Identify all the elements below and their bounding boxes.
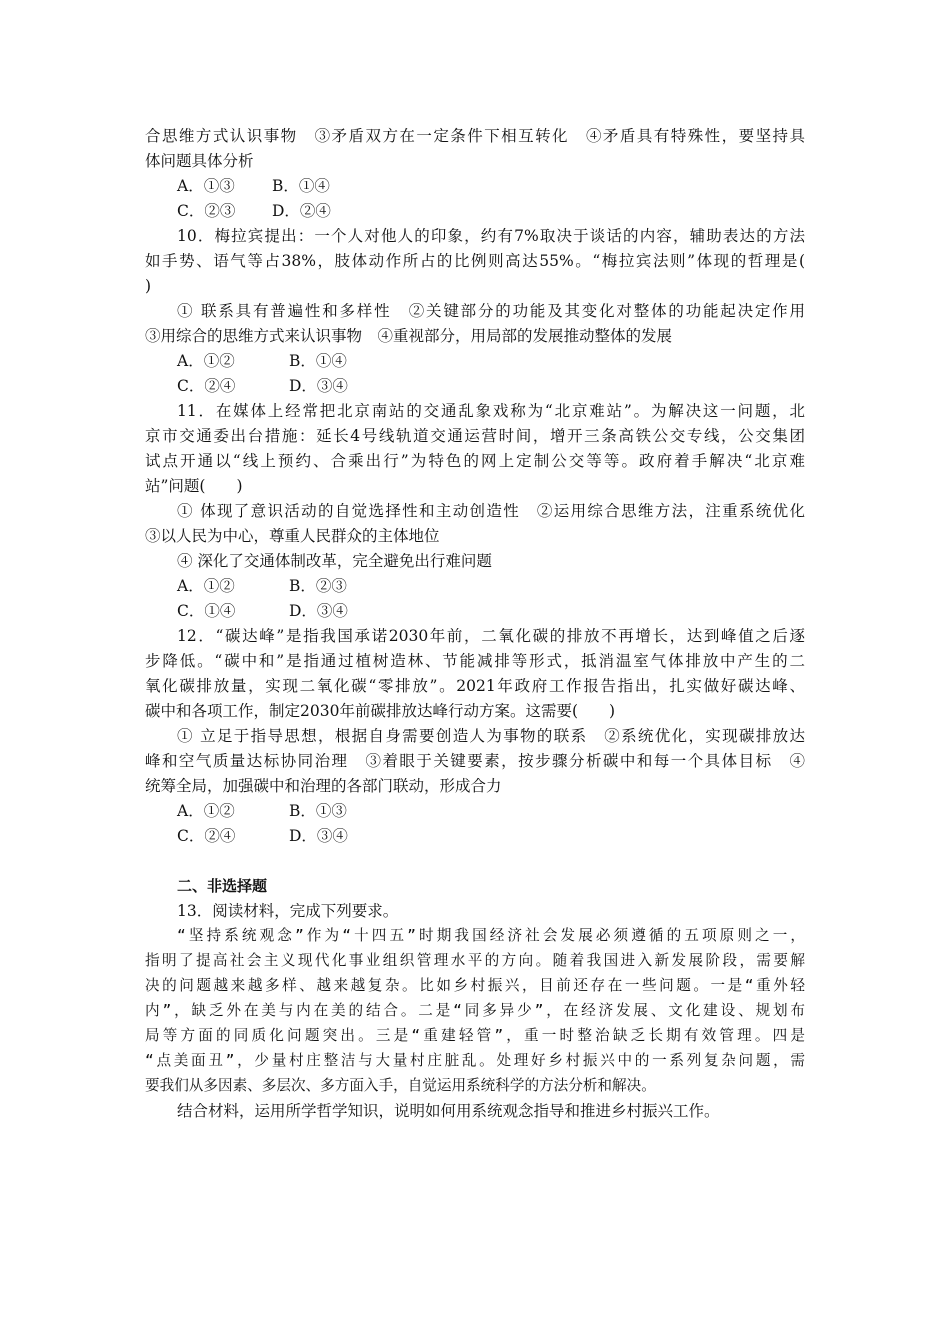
q12-option-b: B．①③: [289, 802, 347, 820]
q13-intro: 13．阅读材料，完成下列要求。: [177, 902, 399, 920]
q9-option-a: A．①③: [177, 177, 235, 195]
q9-options-row-2: [177, 201, 331, 221]
q12-line-2: 步降低。“碳中和”是指通过植树造林、节能减排等形式，抵消温室气体排放中产生的二: [145, 652, 805, 670]
q12-option-a: A．①②: [177, 802, 235, 820]
q12-choice-3: 统筹全局，加强碳中和治理的各部门联动，形成合力: [145, 777, 502, 795]
material-line-1: “坚持系统观念”作为“十四五”时期我国经济社会发展必须遵循的五项原则之一，: [177, 927, 805, 944]
q12-line-1: 12．“碳达峰”是指我国承诺2030年前，二氧化碳的排放不再增长，达到峰值之后逐: [177, 627, 805, 645]
material-line-2: 指明了提高社会主义现代化事业组织管理水平的方向。随着我国进入新发展阶段，需要解: [145, 952, 805, 969]
q10-line-3: ): [145, 277, 152, 295]
q11-option-c: C．①④: [177, 602, 236, 620]
material-line-6: “点美面丑”，少量村庄整洁与大量村庄脏乱。处理好乡村振兴中的一系列复杂问题，需: [145, 1052, 805, 1069]
q9-option-c: C．②③: [177, 202, 236, 220]
q11-choice-2: ③以人民为中心，尊重人民群众的主体地位: [145, 527, 440, 545]
q10-choice-1: ① 联系具有普遍性和多样性 ②关键部分的功能及其变化对整体的功能起决定作用: [177, 302, 805, 320]
material-line-3: 决的问题越来越多样、越来越复杂。比如乡村振兴，目前还存在一些问题。一是“重外轻: [145, 977, 805, 994]
q12-line-3: 氧化碳排放量，实现二氧化碳“零排放”。2021年政府工作报告指出，扎实做好碳达峰、: [145, 677, 805, 695]
q13-question: 结合材料，运用所学哲学知识，说明如何用系统观念指导和推进乡村振兴工作。: [177, 1102, 720, 1120]
q11-line-3: 试点开通以“线上预约、合乘出行”为特色的网上定制公交等等。政府着手解决“北京难: [145, 452, 805, 470]
q10-option-a: A．①②: [177, 352, 235, 370]
q11-options-row-1: [177, 576, 347, 596]
q11-option-b: B．②③: [289, 577, 347, 595]
q12-options-row-2: [177, 826, 348, 846]
section-heading: 二、非选择题: [177, 877, 268, 895]
q11-choice-1: ① 体现了意识活动的自觉选择性和主动创造性 ②运用综合思维方法，注重系统优化: [177, 502, 805, 520]
q9-option-d: D．②④: [272, 202, 331, 220]
q12-choice-2: 峰和空气质量达标协同治理 ③着眼于关键要素，按步骤分析碳中和每一个具体目标 ④: [145, 752, 805, 770]
q10-option-b: B．①④: [289, 352, 347, 370]
q9-options-row-1: [177, 176, 330, 196]
q11-line-4: 站”问题( ): [145, 477, 243, 495]
q12-option-d: D．③④: [289, 827, 348, 845]
q12-line-4: 碳中和各项工作，制定2030年前碳排放达峰行动方案。这需要( ): [145, 702, 616, 720]
q10-options-row-2: [177, 376, 348, 396]
q12-options-row-1: [177, 801, 347, 821]
q10-line-1: 10．梅拉宾提出：一个人对他人的印象，约有7%取决于谈话的内容，辅助表达的方法: [177, 227, 805, 245]
q12-choice-1: ① 立足于指导思想，根据自身需要创造人为事物的联系 ②系统优化，实现碳排放达: [177, 727, 805, 745]
q10-options-row-1: [177, 351, 347, 371]
q11-options-row-2: [177, 601, 348, 621]
q11-line-1: 11．在媒体上经常把北京南站的交通乱象戏称为“北京难站”。为解决这一问题，北: [177, 402, 805, 420]
q12-option-c: C．②④: [177, 827, 236, 845]
material-line-7: 要我们从多因素、多层次、多方面入手，自觉运用系统科学的方法分析和解决。: [145, 1077, 656, 1094]
q11-choice-3: ④ 深化了交通体制改革，完全避免出行难问题: [177, 552, 492, 570]
q11-option-a: A．①②: [177, 577, 235, 595]
q9-line-2: 体问题具体分析: [145, 152, 254, 170]
q10-option-d: D．③④: [289, 377, 348, 395]
q11-option-d: D．③④: [289, 602, 348, 620]
q11-line-2: 京市交通委出台措施：延长4号线轨道交通运营时间，增开三条高铁公交专线，公交集团: [145, 427, 805, 445]
q9-option-b: B．①④: [272, 177, 330, 195]
q9-line-1: 合思维方式认识事物 ③矛盾双方在一定条件下相互转化 ④矛盾具有特殊性，要坚持具: [145, 127, 805, 145]
q10-line-2: 如手势、语气等占38%，肢体动作所占的比例则高达55%。“梅拉宾法则”体现的哲理是(: [145, 252, 805, 270]
material-line-5: 局等方面的同质化问题突出。三是“重建轻管”，重一时整治缺乏长期有效管理。四是: [145, 1027, 805, 1044]
q10-choice-2: ③用综合的思维方式来认识事物 ④重视部分，用局部的发展推动整体的发展: [145, 327, 673, 345]
q10-option-c: C．②④: [177, 377, 236, 395]
material-line-4: 内”，缺乏外在美与内在美的结合。二是“同多异少”，在经济发展、文化建设、规划布: [145, 1002, 805, 1019]
